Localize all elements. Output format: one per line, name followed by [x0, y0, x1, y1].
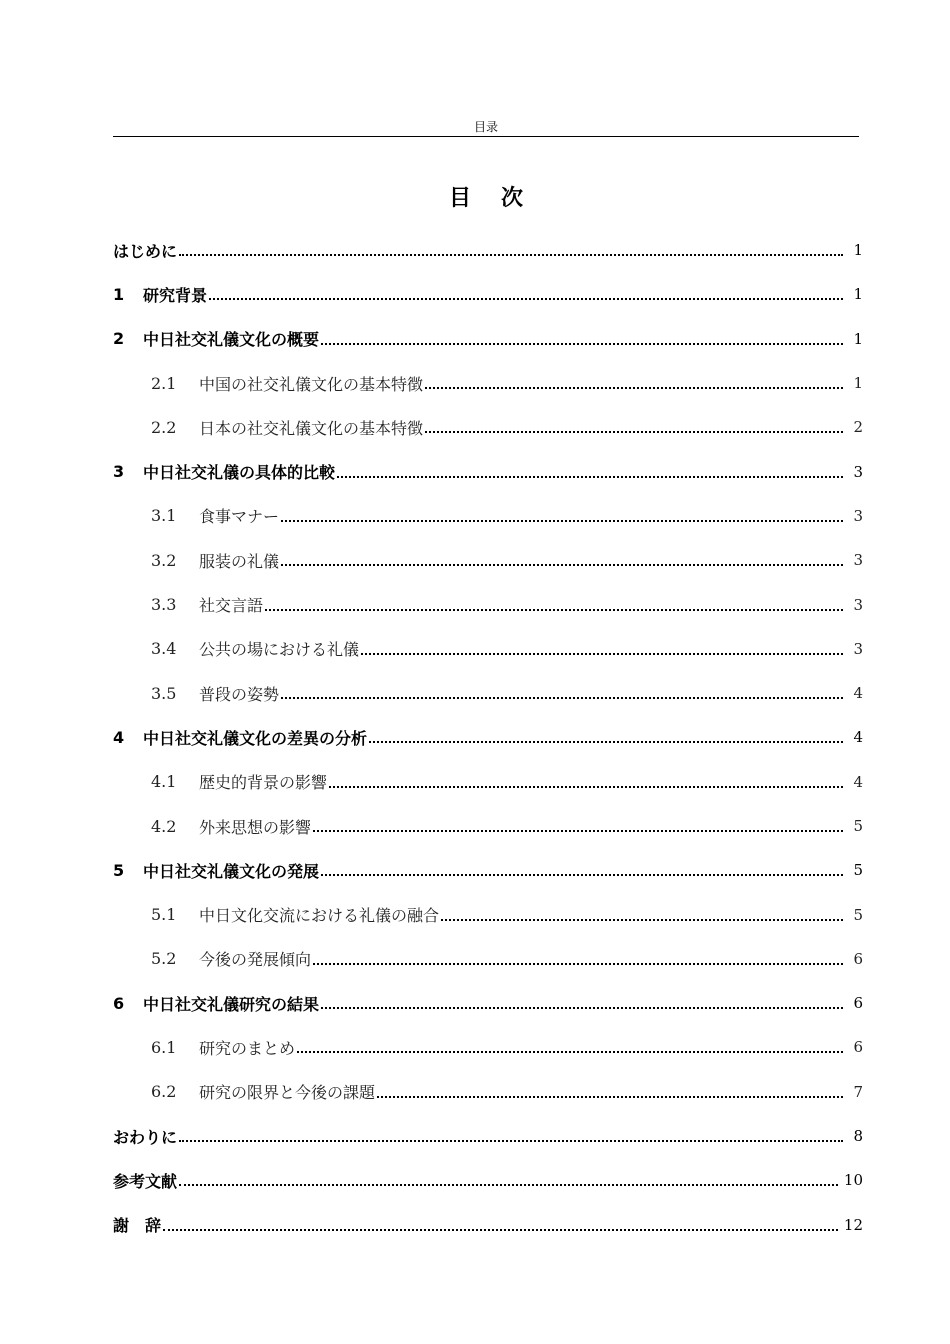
toc-entry-title: はじめに [113, 241, 178, 261]
toc-entry-title: おわりに [113, 1127, 178, 1147]
toc-entry-page: 1 [853, 329, 863, 348]
toc-entry[interactable] [113, 848, 863, 892]
leader-dots [281, 564, 843, 566]
toc-entry-page: 6 [853, 949, 863, 968]
toc-entry[interactable] [113, 494, 863, 538]
toc-entry[interactable] [113, 1203, 863, 1247]
leader-dots [265, 609, 843, 611]
toc-entry-number: 3.4 [151, 639, 177, 659]
toc-entry-page: 1 [853, 374, 863, 393]
leader-dots [321, 343, 843, 345]
toc-entry[interactable] [113, 671, 863, 715]
leader-dots [321, 874, 843, 876]
toc-entry-number: 4.2 [151, 816, 177, 836]
toc-entry-number: 5 [113, 860, 125, 880]
leader-dots [179, 1184, 838, 1186]
toc-entry-page: 6 [853, 994, 863, 1013]
toc-entry-number: 3.3 [151, 595, 177, 615]
toc-entry-page: 4 [853, 772, 863, 791]
toc-entry-page: 3 [853, 462, 863, 481]
toc-entry[interactable] [113, 1025, 863, 1069]
toc-entry-title: 参考文献 [113, 1171, 178, 1191]
toc-entry-title: 中日文化交流における礼儀の融合 [199, 906, 440, 926]
toc-entry[interactable] [113, 1158, 863, 1202]
leader-dots [313, 830, 843, 832]
toc-entry-title: 日本の社交礼儀文化の基本特徴 [199, 418, 424, 438]
toc-entry[interactable] [113, 804, 863, 848]
toc-entry[interactable] [113, 715, 863, 759]
toc-entry-title: 謝 辞 [113, 1216, 162, 1236]
toc-entry-title: 外来思想の影響 [199, 817, 312, 837]
toc-entry-title: 社交言語 [199, 596, 264, 616]
toc-entry[interactable] [113, 272, 863, 316]
leader-dots [425, 431, 843, 433]
toc-entry[interactable] [113, 449, 863, 493]
toc-entry-page: 3 [853, 595, 863, 614]
toc-entry-number: 4.1 [151, 772, 177, 792]
toc-entry-number: 2.2 [151, 417, 177, 437]
toc-entry[interactable] [113, 317, 863, 361]
toc-entry-title: 中国の社交礼儀文化の基本特徴 [199, 374, 424, 394]
running-header: 目录 [473, 120, 498, 134]
toc-entry[interactable] [113, 981, 863, 1025]
toc-entry-title: 中日社交礼儀文化の差異の分析 [143, 728, 368, 748]
leader-dots [163, 1229, 838, 1231]
toc-entry[interactable] [113, 627, 863, 671]
toc-entry-number: 1 [113, 284, 125, 304]
toc-entry[interactable] [113, 1114, 863, 1158]
leader-dots [179, 1140, 843, 1142]
toc-entry-title: 研究のまとめ [199, 1038, 296, 1058]
toc-entry[interactable] [113, 361, 863, 405]
toc-entry-number: 2 [113, 329, 125, 349]
leader-dots [377, 1096, 843, 1098]
toc-entry-title: 中日社交礼儀研究の結果 [143, 994, 320, 1014]
toc-entry[interactable] [113, 1070, 863, 1114]
leader-dots [297, 1051, 843, 1053]
toc-entry-number: 6.2 [151, 1082, 177, 1102]
toc-entry-number: 3.2 [151, 550, 177, 570]
leader-dots [313, 963, 843, 965]
toc-entry-page: 5 [853, 905, 863, 924]
toc-entry-title: 食事マナー [199, 507, 280, 527]
leader-dots [179, 254, 843, 256]
toc-entry-title: 中日社交礼儀文化の概要 [143, 330, 320, 350]
leader-dots [337, 476, 843, 478]
leader-dots [369, 741, 843, 743]
toc-entry-title: 中日社交礼儀の具体的比較 [143, 463, 336, 483]
toc-entry-title: 研究の限界と今後の課題 [199, 1083, 376, 1103]
toc-list [113, 228, 863, 1247]
toc-entry-page: 8 [853, 1127, 863, 1146]
toc-entry[interactable] [113, 892, 863, 936]
toc-entry-title: 今後の発展傾向 [199, 950, 312, 970]
toc-entry-number: 5.1 [151, 905, 177, 925]
toc-entry-title: 普段の姿勢 [199, 684, 280, 704]
toc-entry-page: 3 [853, 551, 863, 570]
toc-entry-number: 2.1 [151, 373, 177, 393]
toc-entry-number: 6.1 [151, 1037, 177, 1057]
toc-entry-page: 3 [853, 639, 863, 658]
toc-entry-number: 3.1 [151, 506, 177, 526]
toc-entry-title: 中日社交礼儀文化の発展 [143, 861, 320, 881]
toc-entry-title: 公共の場における礼儀 [199, 640, 360, 660]
toc-entry-title: 歴史的背景の影響 [199, 773, 328, 793]
leader-dots [361, 653, 843, 655]
toc-entry-page: 6 [853, 1038, 863, 1057]
toc-entry[interactable] [113, 760, 863, 804]
toc-entry-page: 4 [853, 684, 863, 703]
toc-entry-title: 服装の礼儀 [199, 551, 280, 571]
toc-entry[interactable] [113, 538, 863, 582]
toc-entry[interactable] [113, 228, 863, 272]
toc-entry-page: 4 [853, 728, 863, 747]
toc-entry-page: 2 [853, 418, 863, 437]
toc-entry[interactable] [113, 937, 863, 981]
leader-dots [329, 786, 843, 788]
leader-dots [209, 298, 843, 300]
toc-entry[interactable] [113, 405, 863, 449]
leader-dots [321, 1007, 843, 1009]
toc-entry-number: 5.2 [151, 949, 177, 969]
leader-dots [441, 919, 843, 921]
leader-dots [425, 387, 843, 389]
toc-entry-number: 6 [113, 993, 125, 1013]
toc-entry-number: 3.5 [151, 683, 177, 703]
toc-entry-title: 研究背景 [143, 285, 208, 305]
leader-dots [281, 520, 843, 522]
toc-entry-page: 1 [853, 241, 863, 260]
leader-dots [281, 697, 843, 699]
toc-entry-page: 10 [843, 1171, 863, 1190]
toc-entry-page: 7 [853, 1082, 863, 1101]
toc-entry-number: 3 [113, 462, 125, 482]
toc-entry[interactable] [113, 582, 863, 626]
toc-entry-number: 4 [113, 727, 125, 747]
toc-entry-page: 1 [853, 285, 863, 304]
toc-entry-page: 5 [853, 817, 863, 835]
toc-entry-page: 5 [853, 861, 863, 880]
header-rule [113, 136, 859, 137]
toc-title: 目次 [448, 186, 553, 211]
toc-entry-page: 12 [843, 1215, 863, 1234]
toc-entry-page: 3 [853, 506, 863, 525]
